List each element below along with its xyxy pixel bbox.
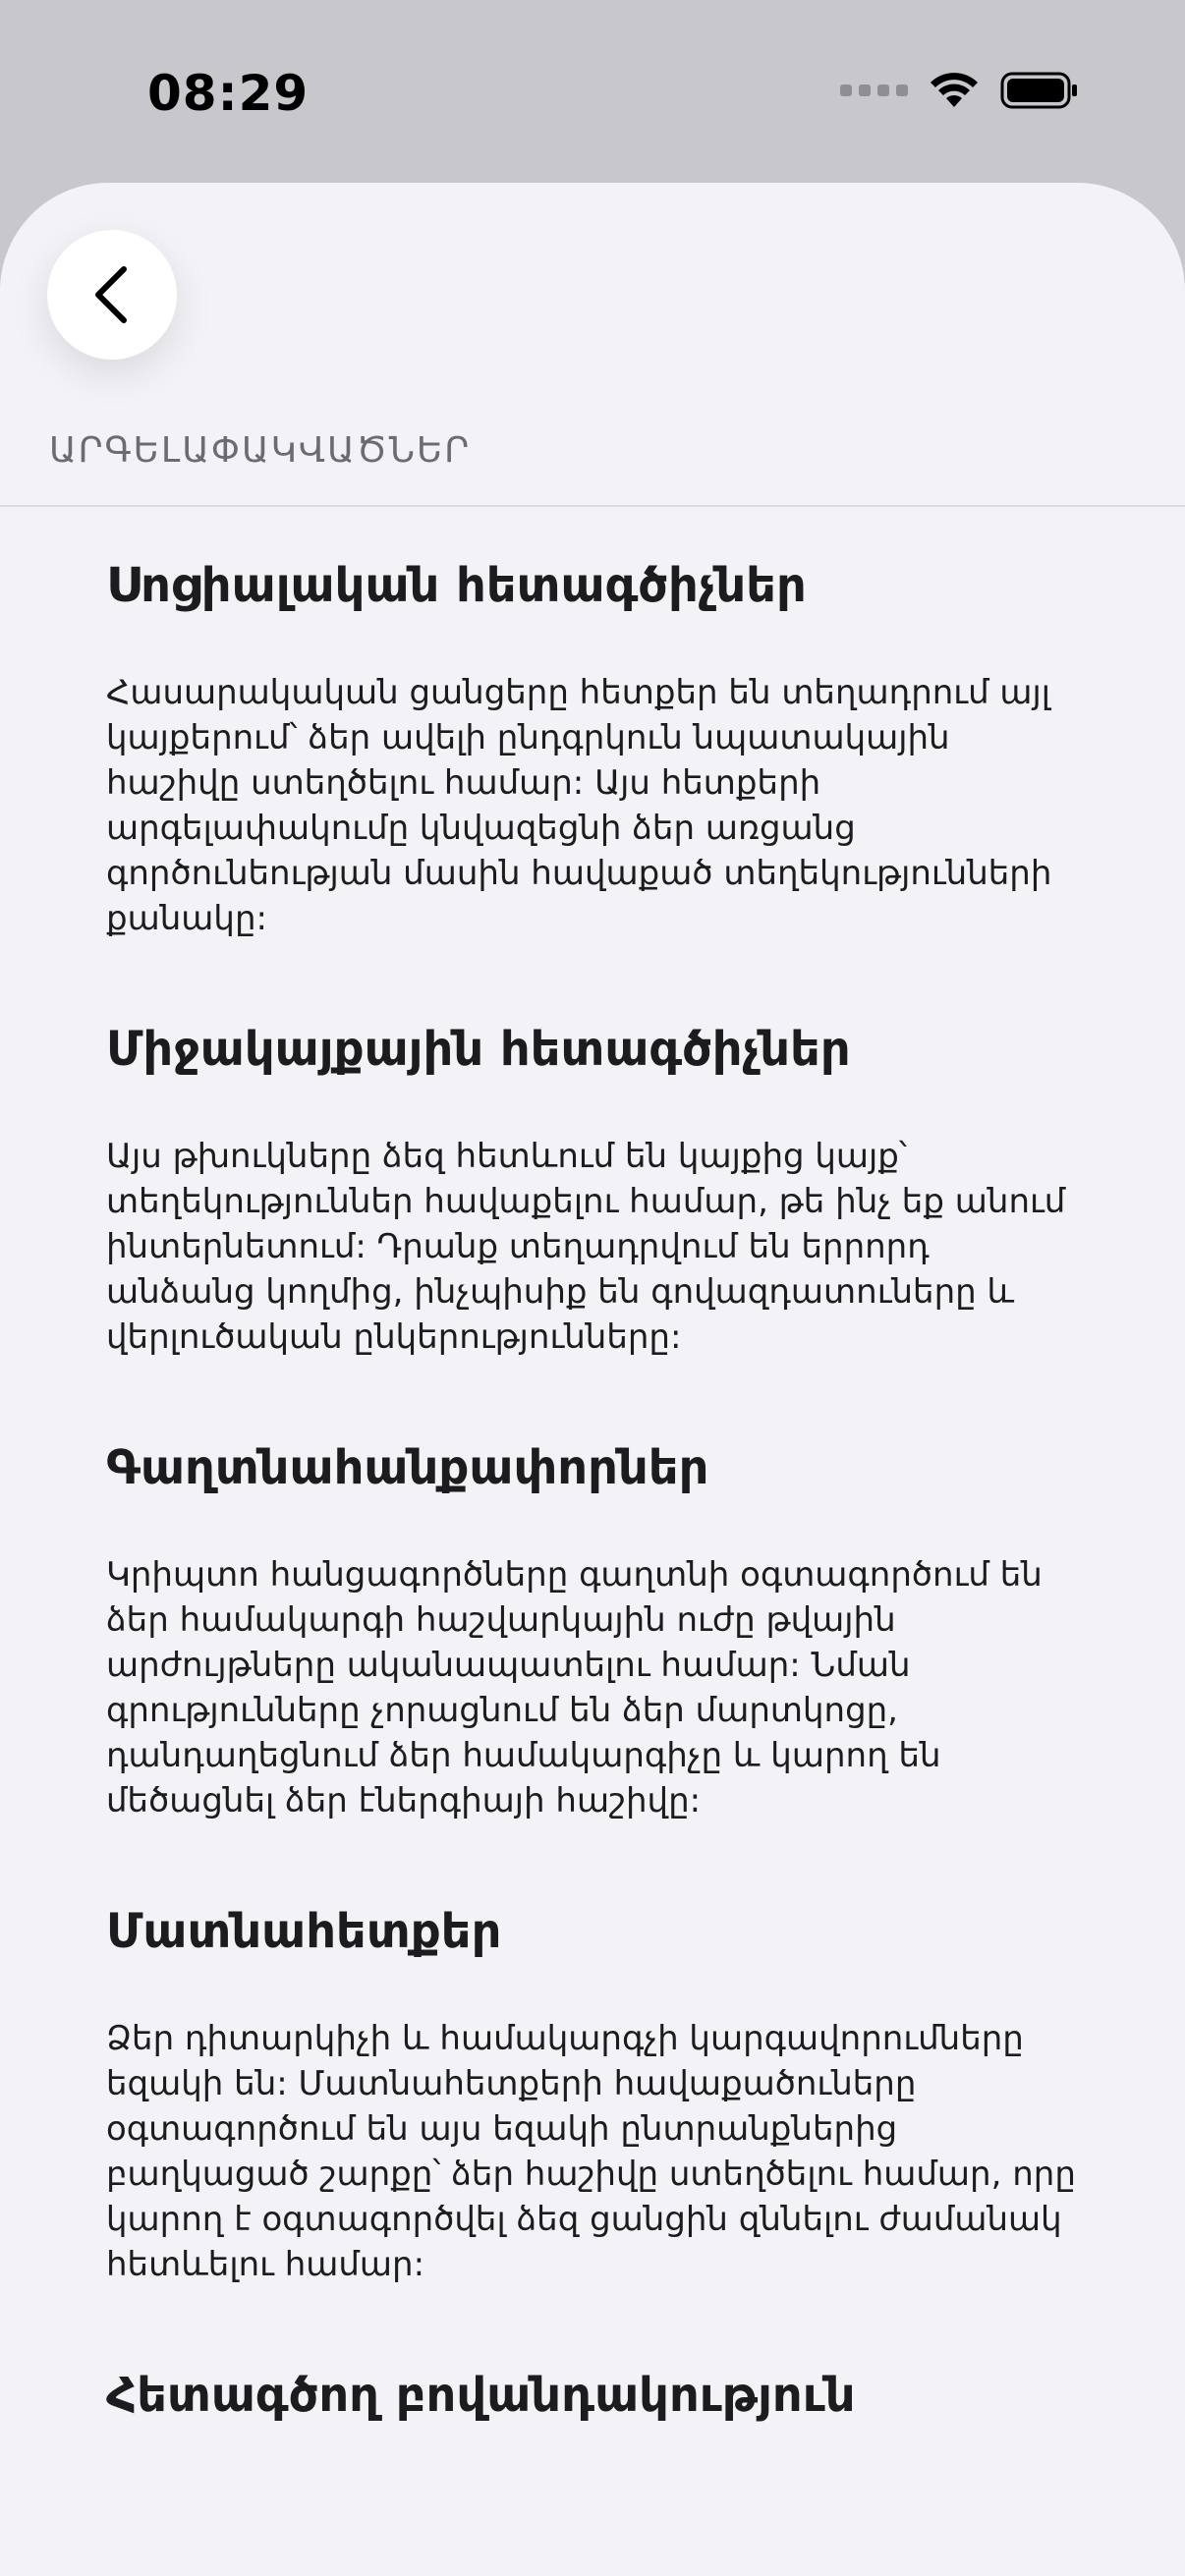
chevron-left-icon — [90, 264, 134, 325]
list-item — [106, 1438, 1079, 1823]
divider — [0, 505, 1185, 507]
item-title: Միջակայքային հետագծիչներ — [106, 1022, 851, 1077]
item-description: Ձեր դիտարկիչի և համակարգչի կարգավորումները եզակի են: Մատնահետքերի հավաքածուները օգտագործում են այս եզակի ընտրանքներից բաղկացած շարքը՝ ձեր հաշիվը ստեղծելու համար, որը կարող է օգտագործվել ձեզ ցանցին զննելու ժամանակ հետևելու համար: — [106, 2019, 1076, 2284]
item-description: Հասարակական ցանցերը հետքեր են տեղադրում այլ կայքերում՝ ձեր ավելի ընդգրկուն նպատակային հաշիվը ստեղծելու համար: Այս հետքերի արգելափակումը կնվազեցնի ձեր առցանց գործունեության մասին հավաքած տեղեկությունների քանակը: — [106, 673, 1052, 938]
item-description: Այս թխուկները ձեզ հետևում են կայքից կայք՝ տեղեկություններ հավաքելու համար, թե ինչ եք անում ինտերնետում: Դրանք տեղադրվում են երրորդ անձանց կողմից, ինչպիսիք են գովազդատուները և վերլուծական ընկերությունները: — [106, 1137, 1066, 1357]
back-button[interactable] — [47, 230, 177, 360]
item-title: Մատնահետքեր — [106, 1904, 502, 1959]
section-header: ԱՐԳԵԼԱՓԱԿՎԱԾՆԵՐ — [49, 430, 472, 471]
status-icons — [840, 71, 1079, 110]
status-time: 08:29 — [147, 65, 310, 122]
item-title: Հետագծող բովանդակություն — [106, 2368, 856, 2423]
battery-icon — [1000, 71, 1079, 110]
blocked-items-list — [106, 556, 1079, 2480]
cellular-signal-icon — [840, 84, 908, 96]
item-title: Սոցիալական հետագծիչներ — [106, 558, 807, 613]
status-bar — [0, 0, 1185, 187]
item-description: Կրիպտո հանցագործները գաղտնի օգտագործում են ձեր համակարգի հաշվարկային ուժը թվային արժույթները ականապատելու համար: Նման գրությունները չորացնում են ձեր մարտկոցը, դանդաղեցնում ձեր համակարգիչը և կարող են մեծացնել ձեր էներգիայի հաշիվը: — [106, 1555, 1043, 1820]
wifi-icon — [930, 72, 979, 109]
settings-sheet — [0, 183, 1185, 2576]
list-item — [106, 2366, 1079, 2480]
list-item — [106, 1020, 1079, 1360]
list-item — [106, 1902, 1079, 2287]
list-item — [106, 556, 1079, 941]
item-title: Գաղտնահանքափորներ — [106, 1440, 709, 1495]
